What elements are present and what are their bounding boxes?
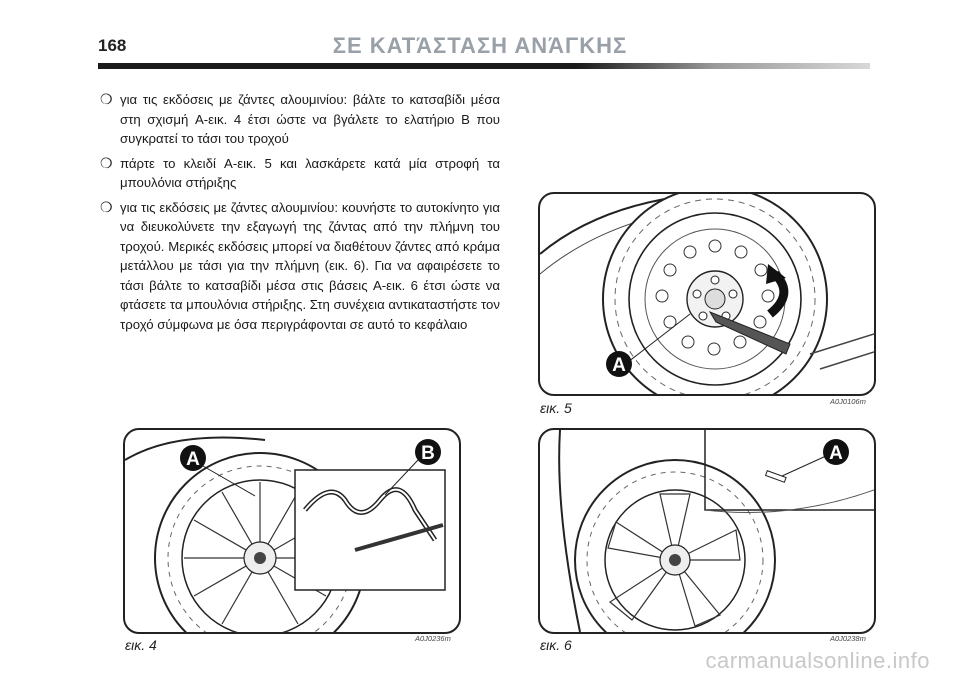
- figure-6-caption: εικ. 6: [540, 637, 572, 653]
- callout-a: A: [186, 449, 200, 470]
- watermark: carmanualsonline.info: [705, 648, 930, 673]
- list-item: [100, 90, 500, 149]
- figure-5-wrench-on-wheel: [538, 192, 876, 396]
- hub-cap-illustration: [540, 430, 874, 632]
- list-item: [100, 154, 500, 193]
- callout-a: A: [612, 355, 626, 376]
- figure-4-code: A0J0236m: [415, 634, 451, 643]
- list-item: [100, 198, 500, 335]
- callout-a: A: [829, 443, 843, 464]
- figure-6-hub-cap: [538, 428, 876, 634]
- alloy-wheel-spring-illustration: [125, 430, 459, 632]
- section-title: ΣΕ ΚΑΤΆΣΤΑΣΗ ΑΝΆΓΚΗΣ: [332, 33, 628, 58]
- list-item-text: για τις εκδόσεις με ζάντες αλουμινίου: βάλτε το κατσαβίδι μέσα στη σχισμή A-εικ. 4 έτσι ώστε να βγάλετε το ελατήριο B που συγκρατεί το τάσι του τροχού: [120, 92, 500, 146]
- figure-6-code: A0J0238m: [830, 634, 866, 643]
- circle-bullet-icon: ❍: [100, 91, 113, 107]
- circle-bullet-icon: ❍: [100, 198, 113, 215]
- list-item-text: πάρτε το κλειδί A-εικ. 5 και λασκάρετε κατά μία στροφή τα μπουλόνια στήριξης: [120, 155, 500, 190]
- figure-5-caption: εικ. 5: [540, 400, 572, 416]
- figure-5-code: A0J0106m: [830, 397, 866, 406]
- figure-4-alloy-wheel-spring: [123, 428, 461, 634]
- circle-bullet-icon: ❍: [100, 154, 113, 171]
- figure-4-caption: εικ. 4: [125, 637, 157, 653]
- list-item-text: για τις εκδόσεις με ζάντες αλουμινίου: κουνήστε το αυτοκίνητο για να διευκολύνετε την εξαγωγή της ζάντας από την πλήμνη του τροχού. Μερικές εκδόσεις μπορεί να διαθέτουν ζάντες από κράμα μετάλλου με τάσι για την πλήμνη (εικ. 6). Για να αφαιρέσετε το τάσι βάλτε το κατσαβίδι μέσα στις βάσεις A-εικ. 6 έτσι ώστε να φτάσετε τα μπουλόνια στήριξης. Στη συνέχεια αντικαταστήστε τον τροχό σύμφωνα με όσα περιγράφονται σε αυτό το κεφάλαιο: [120, 199, 500, 332]
- page-number: 168: [98, 36, 127, 55]
- instruction-list: [100, 90, 500, 339]
- header-rule: [98, 63, 870, 69]
- callout-b: B: [421, 443, 435, 464]
- wheel-wrench-illustration: [540, 194, 874, 394]
